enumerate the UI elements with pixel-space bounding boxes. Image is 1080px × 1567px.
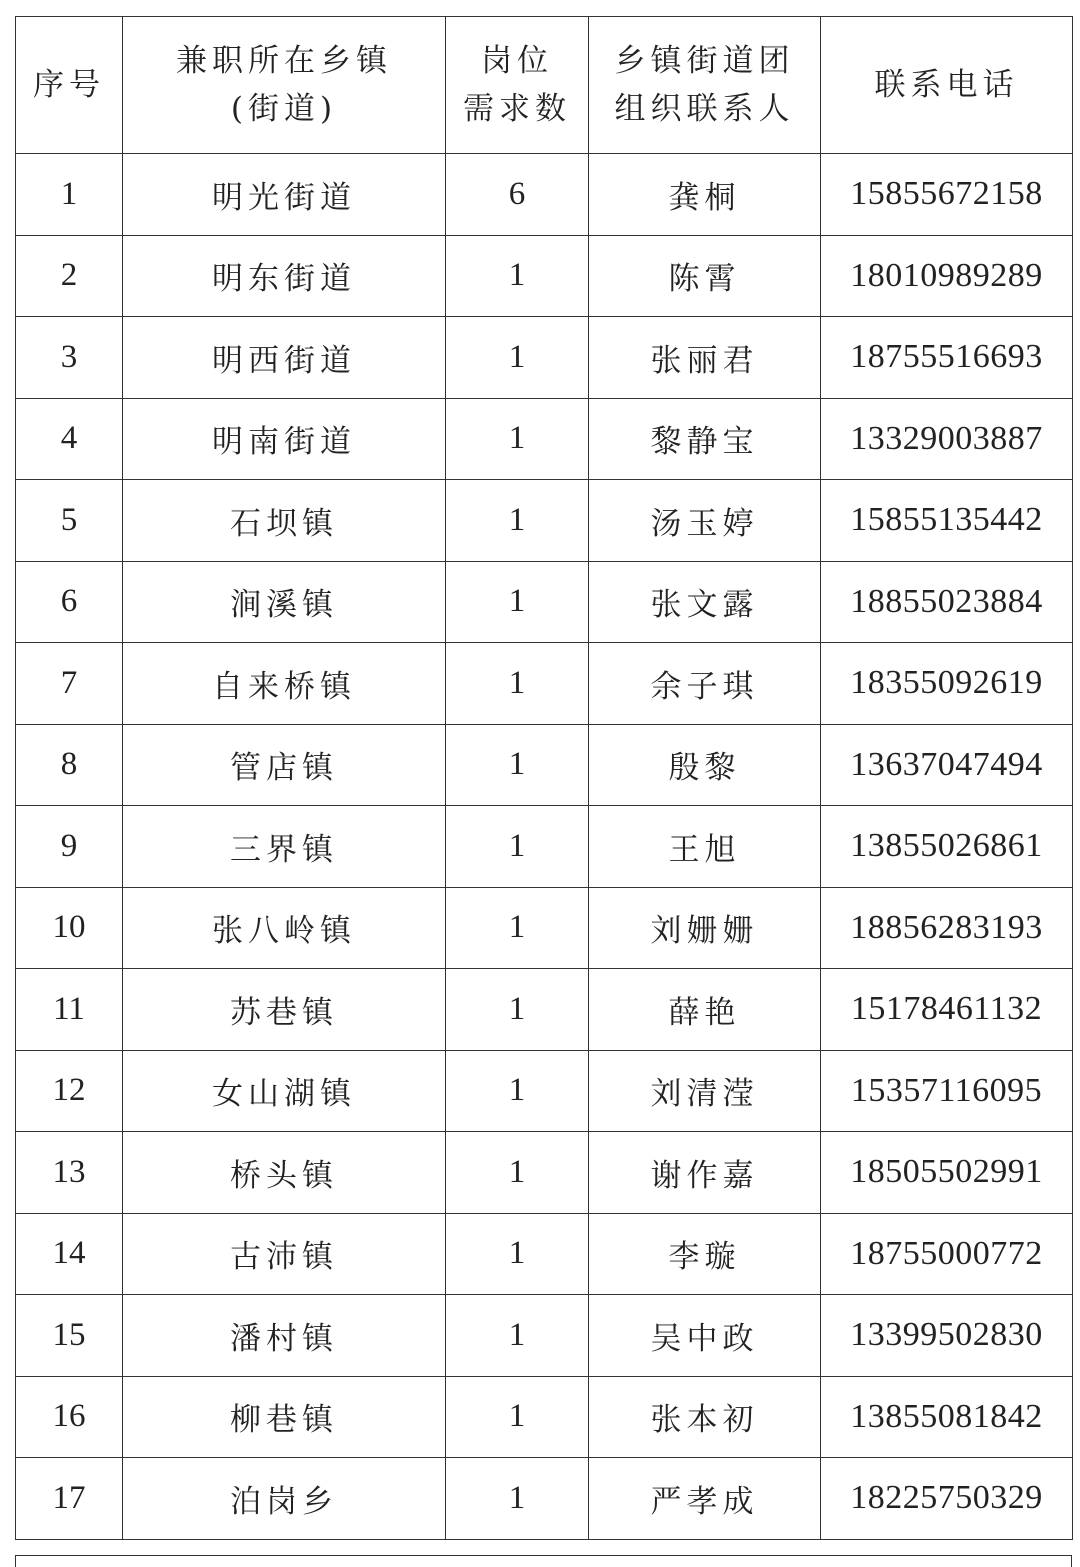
cell-phone: 15855672158 — [821, 154, 1073, 236]
cell-town: 明光街道 — [123, 154, 446, 236]
table-continuation-right-edge — [1071, 1555, 1072, 1567]
table-row — [16, 1050, 1073, 1132]
cell-phone: 18505502991 — [821, 1132, 1073, 1214]
cell-index: 2 — [16, 235, 123, 317]
cell-town: 泊岗乡 — [123, 1458, 446, 1540]
table-continuation-rule — [15, 1555, 1072, 1556]
cell-index: 3 — [16, 317, 123, 399]
cell-contact: 龚桐 — [589, 154, 821, 236]
cell-town: 女山湖镇 — [123, 1050, 446, 1132]
cell-phone: 18855023884 — [821, 561, 1073, 643]
cell-index: 13 — [16, 1132, 123, 1214]
cell-phone: 18755000772 — [821, 1213, 1073, 1295]
cell-contact: 刘姗姗 — [589, 887, 821, 969]
header-contact-line-1: 乡镇街道团 — [614, 43, 795, 79]
header-row — [16, 17, 1073, 154]
cell-positions: 1 — [446, 1458, 589, 1540]
cell-phone: 15178461132 — [821, 969, 1073, 1051]
cell-town: 桥头镇 — [123, 1132, 446, 1214]
cell-contact: 陈霄 — [589, 235, 821, 317]
cell-index: 8 — [16, 724, 123, 806]
table-row — [16, 643, 1073, 725]
cell-phone: 18225750329 — [821, 1458, 1073, 1540]
cell-contact: 薛艳 — [589, 969, 821, 1051]
header-town — [123, 17, 446, 154]
table-row — [16, 887, 1073, 969]
cell-town: 明东街道 — [123, 235, 446, 317]
table-row — [16, 235, 1073, 317]
cell-positions: 1 — [446, 887, 589, 969]
cell-town: 潘村镇 — [123, 1295, 446, 1377]
cell-positions: 1 — [446, 1050, 589, 1132]
cell-index: 11 — [16, 969, 123, 1051]
cell-town: 自来桥镇 — [123, 643, 446, 725]
table-row — [16, 1458, 1073, 1540]
cell-index: 16 — [16, 1376, 123, 1458]
cell-phone: 13855026861 — [821, 806, 1073, 888]
cell-index: 5 — [16, 480, 123, 562]
header-contact-line-2: 组织联系人 — [614, 91, 795, 127]
header-positions — [446, 17, 589, 154]
header-index — [16, 17, 123, 154]
cell-town: 柳巷镇 — [123, 1376, 446, 1458]
cell-phone: 18355092619 — [821, 643, 1073, 725]
table-row — [16, 806, 1073, 888]
header-phone-line-1: 联系电话 — [874, 67, 1019, 103]
cell-index: 7 — [16, 643, 123, 725]
header-positions-line-1: 岗位 — [481, 43, 553, 79]
table-row — [16, 1376, 1073, 1458]
table-continuation-left-edge — [15, 1555, 16, 1567]
cell-phone: 15855135442 — [821, 480, 1073, 562]
cell-town: 管店镇 — [123, 724, 446, 806]
cell-town: 明南街道 — [123, 398, 446, 480]
table-row — [16, 480, 1073, 562]
cell-positions: 1 — [446, 561, 589, 643]
table-row — [16, 398, 1073, 480]
cell-positions: 1 — [446, 969, 589, 1051]
cell-phone: 13637047494 — [821, 724, 1073, 806]
cell-index: 1 — [16, 154, 123, 236]
cell-phone: 18755516693 — [821, 317, 1073, 399]
cell-contact: 刘清滢 — [589, 1050, 821, 1132]
table-row — [16, 969, 1073, 1051]
cell-positions: 1 — [446, 643, 589, 725]
table-row — [16, 1132, 1073, 1214]
cell-contact: 严孝成 — [589, 1458, 821, 1540]
cell-town: 石坝镇 — [123, 480, 446, 562]
header-contact-person — [589, 17, 821, 154]
cell-index: 4 — [16, 398, 123, 480]
table-row — [16, 1213, 1073, 1295]
cell-contact: 张丽君 — [589, 317, 821, 399]
table-row — [16, 724, 1073, 806]
cell-positions: 1 — [446, 480, 589, 562]
cell-index: 15 — [16, 1295, 123, 1377]
cell-positions: 1 — [446, 398, 589, 480]
cell-positions: 1 — [446, 724, 589, 806]
cell-phone: 15357116095 — [821, 1050, 1073, 1132]
header-index-line-1: 序号 — [33, 67, 105, 103]
cell-contact: 余子琪 — [589, 643, 821, 725]
cell-town: 古沛镇 — [123, 1213, 446, 1295]
cell-contact: 李璇 — [589, 1213, 821, 1295]
cell-contact: 王旭 — [589, 806, 821, 888]
cell-town: 涧溪镇 — [123, 561, 446, 643]
cell-town: 三界镇 — [123, 806, 446, 888]
cell-positions: 1 — [446, 1295, 589, 1377]
table-row — [16, 561, 1073, 643]
cell-contact: 吴中政 — [589, 1295, 821, 1377]
cell-phone: 13399502830 — [821, 1295, 1073, 1377]
table-header — [16, 17, 1073, 154]
cell-positions: 6 — [446, 154, 589, 236]
cell-contact: 殷黎 — [589, 724, 821, 806]
contacts-table — [15, 16, 1073, 1540]
cell-phone: 18856283193 — [821, 887, 1073, 969]
cell-phone: 13855081842 — [821, 1376, 1073, 1458]
cell-positions: 1 — [446, 806, 589, 888]
header-town-line-1: 兼职所在乡镇 — [176, 43, 392, 79]
cell-positions: 1 — [446, 1132, 589, 1214]
cell-contact: 谢作嘉 — [589, 1132, 821, 1214]
cell-index: 6 — [16, 561, 123, 643]
cell-phone: 18010989289 — [821, 235, 1073, 317]
cell-phone: 13329003887 — [821, 398, 1073, 480]
cell-positions: 1 — [446, 235, 589, 317]
header-town-line-2: (街道) — [230, 91, 338, 127]
table-body — [16, 154, 1073, 1540]
cell-town: 明西街道 — [123, 317, 446, 399]
cell-index: 10 — [16, 887, 123, 969]
cell-positions: 1 — [446, 1213, 589, 1295]
cell-index: 17 — [16, 1458, 123, 1540]
table-row — [16, 317, 1073, 399]
cell-contact: 黎静宝 — [589, 398, 821, 480]
cell-positions: 1 — [446, 317, 589, 399]
cell-index: 12 — [16, 1050, 123, 1132]
header-positions-line-2: 需求数 — [463, 91, 571, 127]
table-row — [16, 154, 1073, 236]
table-row — [16, 1295, 1073, 1377]
cell-town: 苏巷镇 — [123, 969, 446, 1051]
cell-town: 张八岭镇 — [123, 887, 446, 969]
cell-positions: 1 — [446, 1376, 589, 1458]
cell-contact: 张本初 — [589, 1376, 821, 1458]
cell-contact: 汤玉婷 — [589, 480, 821, 562]
cell-index: 9 — [16, 806, 123, 888]
cell-contact: 张文露 — [589, 561, 821, 643]
header-phone — [821, 17, 1073, 154]
cell-index: 14 — [16, 1213, 123, 1295]
